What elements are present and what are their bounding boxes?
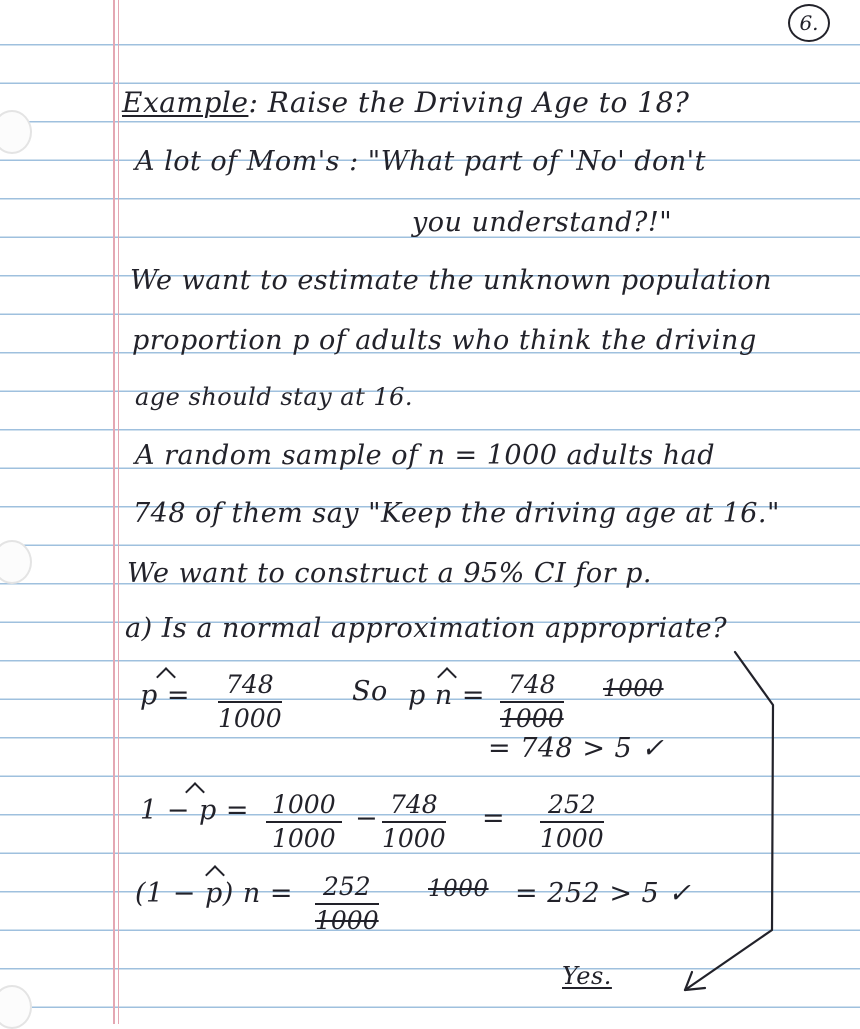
text-line-7: 748 of them say "Keep the driving age at 16." (133, 498, 780, 529)
text-line-3: We want to estimate the unknown population (130, 265, 772, 296)
text-line-6: A random sample of n = 1000 adults had (135, 440, 716, 471)
qn-times: 1000 (428, 876, 489, 902)
text-line-1: A lot of Mom's : "What part of 'No' don't (135, 146, 706, 177)
so-label: So (352, 676, 388, 707)
qn-denominator: 1000 (315, 906, 379, 935)
text-line-4: proportion p of adults who think the driving (132, 325, 757, 356)
qn-result: = 252 > 5 ✓ (515, 878, 692, 909)
minus-sign: − (355, 803, 379, 834)
phat-denominator: 1000 (218, 704, 282, 733)
text-line-5: age should stay at 16. (135, 383, 414, 411)
q3-denominator: 1000 (540, 824, 604, 853)
pn-label: p n = (408, 680, 485, 711)
phat-numerator: 748 (218, 670, 282, 703)
answer-yes: Yes. (562, 962, 612, 990)
text-line-8: We want to construct a 95% CI for p. (127, 558, 652, 589)
q-label: 1 − p = (140, 795, 249, 826)
pn-times: 1000 (603, 676, 664, 702)
qn-label: (1 − p) n = (135, 878, 293, 909)
page-number: 6. (788, 4, 830, 42)
example-heading: : Raise the Driving Age to 18? (248, 86, 690, 119)
q2-denominator: 1000 (382, 824, 446, 853)
qn-numerator: 252 (315, 872, 379, 905)
q1-numerator: 1000 (266, 790, 342, 823)
example-label: Example (122, 86, 249, 119)
pn-result: = 748 > 5 ✓ (488, 733, 665, 764)
pn-denominator: 1000 (500, 704, 564, 733)
q3-numerator: 252 (540, 790, 604, 823)
question-a: a) Is a normal approximation appropriate? (125, 613, 728, 644)
phat-label: p = (140, 680, 190, 711)
q2-numerator: 748 (382, 790, 446, 823)
pn-numerator: 748 (500, 670, 564, 703)
q1-denominator: 1000 (272, 824, 336, 853)
text-line-2: you understand?!" (412, 207, 673, 238)
equals-sign: = (482, 803, 506, 834)
